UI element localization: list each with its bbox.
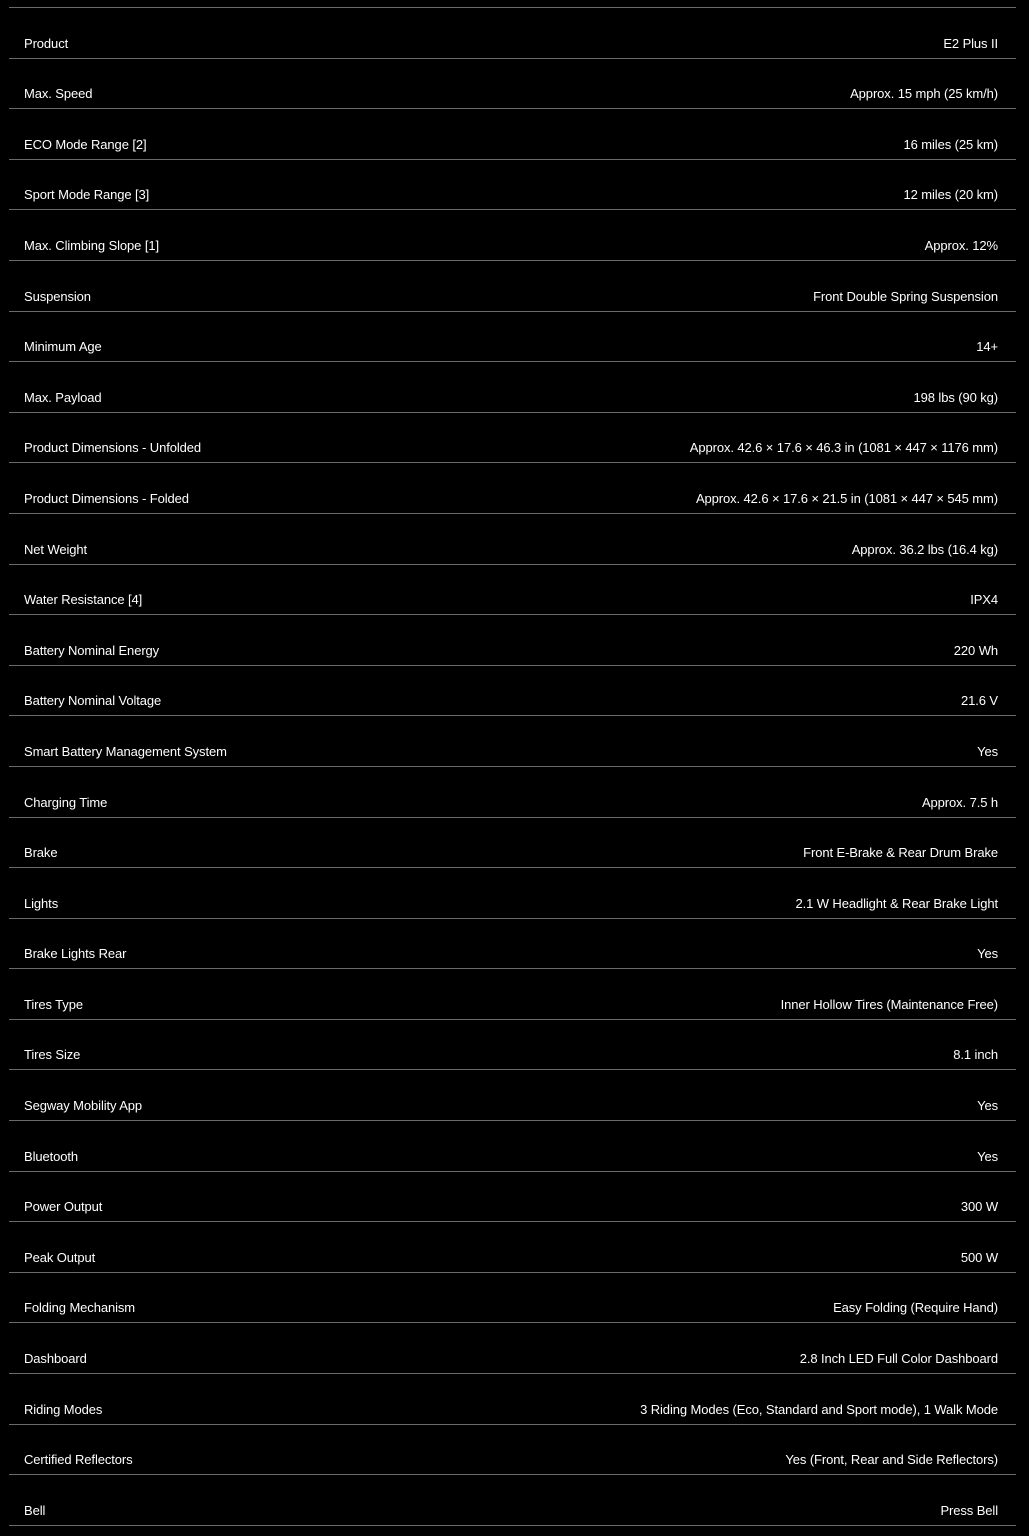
spec-label: Dashboard: [24, 1351, 87, 1367]
spec-value: Yes: [977, 946, 998, 962]
spec-value: 16 miles (25 km): [903, 136, 998, 152]
spec-label: Sport Mode Range [3]: [24, 187, 150, 203]
spec-label: Segway Mobility App: [24, 1098, 143, 1114]
spec-row: [9, 1121, 1016, 1172]
spec-row: [9, 312, 1016, 363]
spec-value: Press Bell: [940, 1502, 998, 1518]
spec-row: [9, 868, 1016, 919]
spec-value: 300 W: [960, 1199, 998, 1215]
spec-row: [9, 210, 1016, 261]
spec-value: 21.6 V: [961, 693, 998, 709]
spec-row: [9, 261, 1016, 312]
spec-row: [9, 1222, 1016, 1273]
spec-label: Charging Time: [24, 794, 108, 810]
spec-row: [9, 8, 1016, 59]
spec-row: [9, 413, 1016, 464]
spec-row: [9, 1020, 1016, 1071]
spec-value: Yes: [977, 1098, 998, 1114]
spec-value: Easy Folding (Require Hand): [833, 1300, 998, 1316]
spec-row: [9, 1374, 1016, 1425]
spec-row: [9, 565, 1016, 616]
spec-label: Tires Size: [24, 1047, 81, 1063]
spec-value: Approx. 7.5 h: [921, 794, 998, 810]
spec-label: Bell: [24, 1502, 46, 1518]
spec-row: [9, 1425, 1016, 1476]
spec-value: 2.8 Inch LED Full Color Dashboard: [799, 1351, 998, 1367]
spec-list: [9, 8, 1016, 1526]
spec-label: Peak Output: [24, 1249, 96, 1265]
spec-label: Water Resistance [4]: [24, 592, 143, 608]
spec-label: Max. Payload: [24, 389, 102, 405]
spec-label: Product Dimensions - Unfolded: [24, 440, 202, 456]
spec-row: [9, 1070, 1016, 1121]
spec-label: Tires Type: [24, 996, 83, 1012]
spec-value: Yes: [977, 743, 998, 759]
spec-value: 198 lbs (90 kg): [913, 389, 998, 405]
spec-row: [9, 615, 1016, 666]
spec-row: [9, 1323, 1016, 1374]
spec-label: Battery Nominal Voltage: [24, 693, 162, 709]
spec-value: 220 Wh: [953, 642, 998, 658]
spec-label: Smart Battery Management System: [24, 743, 227, 759]
spec-label: Max. Climbing Slope [1]: [24, 237, 159, 253]
spec-value: Approx. 36.2 lbs (16.4 kg): [851, 541, 998, 557]
spec-row: [9, 59, 1016, 110]
spec-row: [9, 818, 1016, 869]
spec-label: Brake: [24, 845, 58, 861]
spec-label: Minimum Age: [24, 339, 102, 355]
spec-label: Product: [24, 35, 69, 51]
spec-label: Bluetooth: [24, 1148, 79, 1164]
spec-row: [9, 666, 1016, 717]
spec-value: Front E-Brake & Rear Drum Brake: [803, 845, 998, 861]
spec-label: Riding Modes: [24, 1401, 103, 1417]
spec-value: Yes: [977, 1148, 998, 1164]
spec-value: 14+: [976, 339, 998, 355]
spec-label: Lights: [24, 895, 59, 911]
spec-value: 3 Riding Modes (Eco, Standard and Sport mode), 1 Walk Mode: [640, 1401, 998, 1417]
spec-value: Approx. 15 mph (25 km/h): [850, 86, 998, 102]
spec-row: [9, 767, 1016, 818]
spec-label: Net Weight: [24, 541, 88, 557]
spec-row: [9, 1475, 1016, 1526]
spec-value: Inner Hollow Tires (Maintenance Free): [780, 996, 998, 1012]
spec-row: [9, 1273, 1016, 1324]
spec-value: E2 Plus II: [943, 35, 998, 51]
spec-value: Front Double Spring Suspension: [813, 288, 998, 304]
spec-value: Approx. 12%: [924, 237, 998, 253]
spec-label: Folding Mechanism: [24, 1300, 136, 1316]
spec-row: [9, 160, 1016, 211]
spec-label: Max. Speed: [24, 86, 93, 102]
spec-label: Brake Lights Rear: [24, 946, 127, 962]
spec-row: [9, 109, 1016, 160]
spec-row: [9, 716, 1016, 767]
spec-row: [9, 969, 1016, 1020]
spec-value: Approx. 42.6 × 17.6 × 21.5 in (1081 × 447 × 545 mm): [695, 490, 998, 506]
spec-row: [9, 919, 1016, 970]
spec-label: Power Output: [24, 1199, 103, 1215]
spec-row: [9, 1172, 1016, 1223]
spec-label: Certified Reflectors: [24, 1452, 133, 1468]
spec-value: 12 miles (20 km): [903, 187, 998, 203]
spec-value: 500 W: [960, 1249, 998, 1265]
spec-row: [9, 362, 1016, 413]
spec-row: [9, 514, 1016, 565]
spec-row: [9, 463, 1016, 514]
spec-value: Yes (Front, Rear and Side Reflectors): [785, 1452, 998, 1468]
spec-label: Battery Nominal Energy: [24, 642, 160, 658]
spec-value: IPX4: [970, 592, 998, 608]
spec-label: Product Dimensions - Folded: [24, 490, 189, 506]
spec-label: ECO Mode Range [2]: [24, 136, 147, 152]
spec-value: Approx. 42.6 × 17.6 × 46.3 in (1081 × 447 × 1176 mm): [689, 440, 998, 456]
spec-value: 2.1 W Headlight & Rear Brake Light: [795, 895, 998, 911]
spec-label: Suspension: [24, 288, 91, 304]
spec-value: 8.1 inch: [953, 1047, 998, 1063]
